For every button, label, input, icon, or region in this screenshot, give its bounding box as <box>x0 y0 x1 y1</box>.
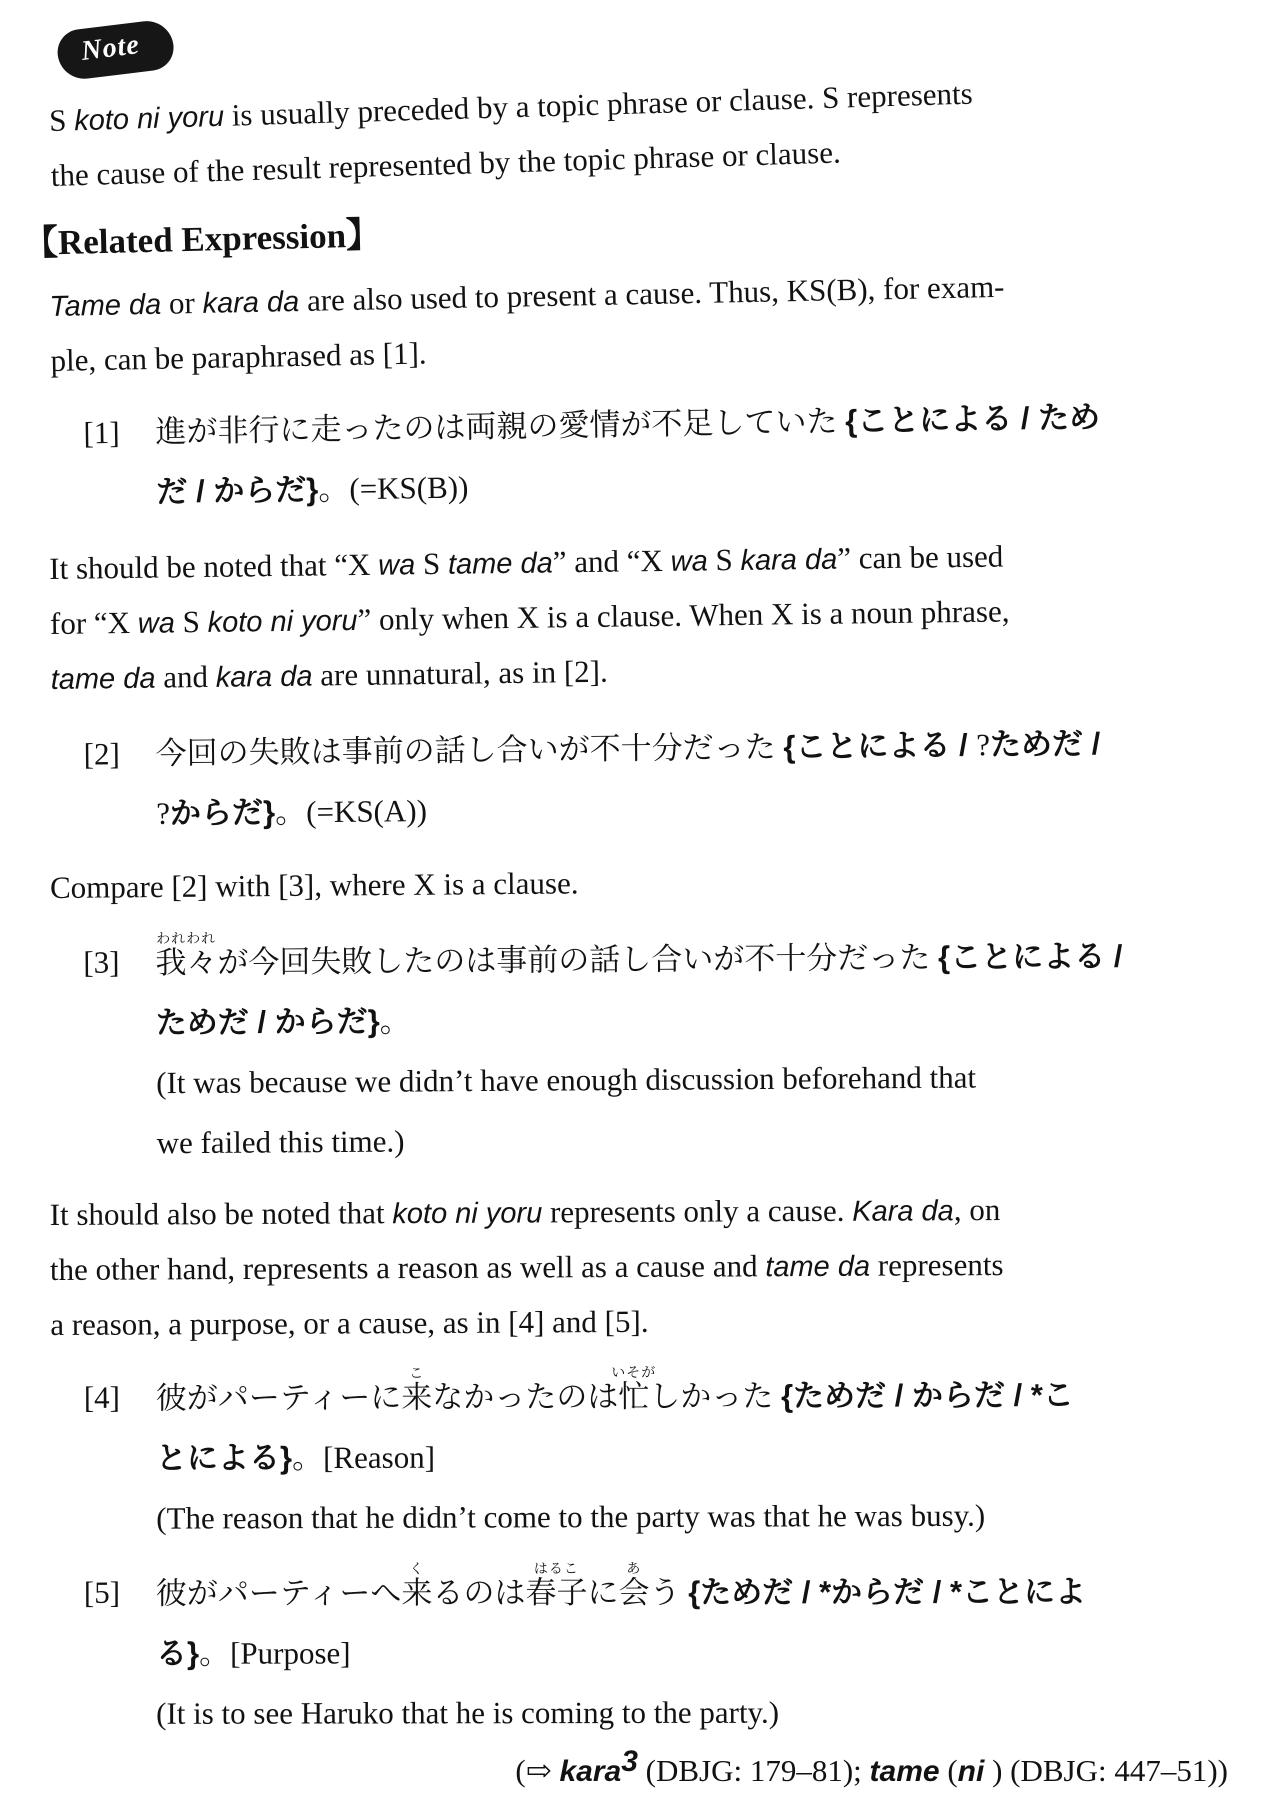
example-3-text: 我々われわれが今回失敗したのは事前の話し合いが不十分だった {ことによる / ためだ / からだ}。 (It was because we didn’t have enough discussion beforehand that we failed this time.) <box>155 931 1123 1161</box>
example-2-number: [2] <box>83 736 121 772</box>
example-1-text: 進が非行に走ったのは両親の愛情が不足していた {ことによる / ため だ / からだ}。(=KS(B)) <box>155 399 1101 510</box>
example-5-text: 彼がパーティーへ来くるのは春子はるこに会あう {ためだ / *からだ / *ことによ る}。[Purpose] (It is to see Haruko that he is coming to the party.) <box>155 1561 1087 1731</box>
cross-reference-line: (⇨ kara$^3$ (DBJG: 179–81); tame (ni ) (DBJG: 447–51)) <box>515 1745 1228 1788</box>
example-3-number: [3] <box>83 944 120 980</box>
note-badge <box>55 18 177 82</box>
example-4 <box>50 1364 1233 1549</box>
paragraph-x-wa-s: It should be noted that “X wa S tame da” and “X wa S kara da” can be used for “X wa S koto ni yoru” only when X is a clause. When X is a noun phrase, tame da and kara da are unnatural, as in [2]. <box>49 538 1010 696</box>
paragraph-tame-da-kara-da: Tame da or kara da are also used to present a cause. Thus, KS(B), for exam- ple, can be paraphrased as [1]. <box>49 268 1005 378</box>
example-2 <box>49 713 1232 845</box>
example-2-text: 今回の失敗は事前の話し合いが不十分だった {ことによる / ?ためだ / ?からだ}。(=KS(A)) <box>155 726 1101 831</box>
example-4-text: 彼がパーティーに来こなかったのは忙いそがしかった {ためだ / からだ / *こ とによる}。[Reason] (The reason that he didn’t come to the party was that he was busy.) <box>155 1365 1074 1536</box>
paragraph-koto-ni-yoru-cause: It should also be noted that koto ni yoru represents only a cause. Kara da, on the other hand, represents a reason as well as a cause and tame da represents a reason, a purpose, or a cause, as in [4] and [5]. <box>49 1192 1004 1342</box>
example-1 <box>49 385 1233 524</box>
example-1-number: [1] <box>83 414 120 451</box>
example-5-number: [5] <box>83 1574 121 1610</box>
note-label: Note <box>79 29 142 67</box>
example-5 <box>50 1561 1232 1744</box>
example-3 <box>49 925 1233 1174</box>
note-paragraph: S koto ni yoru is usually preceded by a topic phrase or clause. S represents the cause of the result represented by the topic phrase or clause. <box>48 75 974 193</box>
example-4-number: [4] <box>83 1379 121 1415</box>
related-expression-heading: 【Related Expression】 <box>22 215 382 263</box>
paragraph-compare: Compare [2] with [3], where X is a clause. <box>49 865 579 905</box>
